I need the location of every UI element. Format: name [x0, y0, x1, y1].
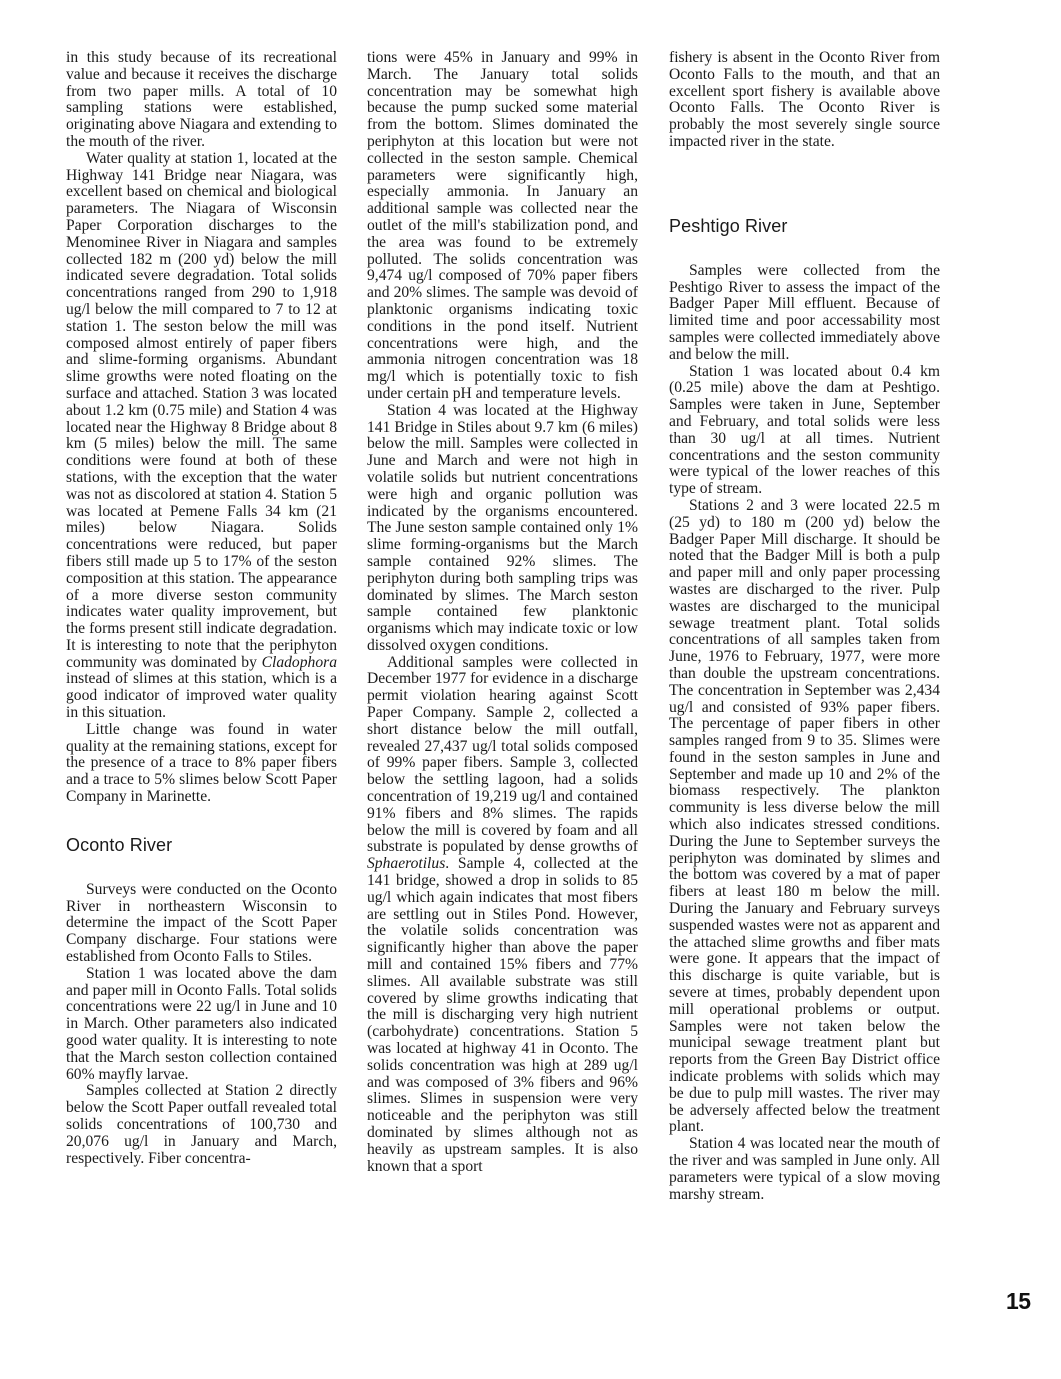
paragraph: [367, 655, 638, 1176]
paragraph: Surveys were conducted on the Oconto River in northeastern Wisconsin to determine the impact of the Scott Paper Company discharge. Four stations were established from Oconto Falls to Stiles.: [66, 880, 337, 966]
paragraph-text: Additional samples were collected in December 1977 for evidence in a discharge permit violation hearing against Scott Paper Company. Sample 2, collected a short distance below the mill outfall, revealed 27,437 ug/l total solids composed of 99% paper fibers. Sample 3, collected below the settling lagoon, had a solids concentration of 19,219 ug/l and contained 91% fibers and 8% slimes. The rapids below the mill is covered by foam and all substrate is populated by dense growths of: [367, 653, 638, 856]
text-column-2: [367, 50, 638, 1175]
paragraph: Samples collected at Station 2 directly below the Scott Paper outfall revealed total solids concentrations of 100,730 and 20,076 ug/l in January and March, respectively. Fiber concentra-: [66, 1082, 337, 1167]
page-number: 15: [1006, 1288, 1031, 1314]
paragraph: tions were 45% in January and 99% in March. The January total solids concentration may be somewhat high because the pump sucked some material from the bottom. Slimes dominated the periphyton at this location but were not collected in the seston sample. Chemical parameters were significantly high, especially ammonia. In January an additional sample was collected near the outlet of the mill's stabilization pond, and the area was found to be extremely polluted. The solids concentration was 9,474 ug/l composed of 70% paper fibers and 20% slimes. The sample was devoid of planktonic organisms indicating toxic conditions in the pond itself. Nutrient concentrations were high, and the ammonia nitrogen concentration was 18 mg/l which is potentially toxic to fish under certain pH and temperature levels.: [367, 49, 638, 402]
paragraph: Little change was found in water quality at the remaining stations, except for the presence of a trace to 8% paper fibers and a trace to 5% slimes below Scott Paper Company in Marinette.: [66, 720, 337, 806]
section-heading-peshtigo-river: Peshtigo River: [669, 215, 788, 236]
species-name: Cladophora: [261, 653, 337, 671]
paragraph-text: Water quality at station 1, located at the Highway 141 Bridge near Niagara, was excellent based on chemical and biological parameters. The Niagara of Wisconsin Paper Corporation discharges to the Menominee River in Niagara and samples collected 182 m (200 yd) below the mill indicated severe degradation. Total solids concentrations ranged from 290 to 1,918 ug/l below the mill compared to 7 to 12 at station 1. The seston below the mill was composed almost entirely of paper fibers and slime-forming organisms. Abundant slime growths were noted floating on the surface and attached. Station 3 was located about 1.2 km (0.75 mile) and Station 4 was located near the Highway 8 Bridge about 8 km (5 miles) below the mill. The same conditions were found at both of these stations, with the exception that the water was not as discolored at station 4. Station 5 was located at Pemene Falls 34 km (21 miles) below Niagara. Solids concentrations were reduced, but paper fibers still made up 5 to 17% of the seston composition at this station. The appearance of a more diverse seston community indicates water quality improvement, but the forms present still indicate degradation. It is interesting to note that the periphyton community was dominated by: [66, 149, 337, 671]
paragraph: in this study because of its recreational value and because it receives the discharge from two paper mills. A total of 10 sampling stations were established, originating above Niagara and extending to the mouth of the river.: [66, 49, 337, 150]
paragraph-text: . Sample 4, collected at the 141 bridge, showed a drop in solids to 85 ug/l which again indicates that most fibers are settling out in Stiles Pond. However, the volatile solids concentration was significantly higher than above the paper mill and contained 15% fibers and 77% slimes. All available substrate was still covered by slime growths indicating that the mill is discharging very high nutrient (carbohydrate) concentrations. Station 5 was located at highway 41 in Oconto. The solids concentration was high at 289 ug/l and was composed of 3% fibers and 96% slimes. Slimes in suspension were very noticeable and the periphyton was still dominated by slimes although not as heavily as upstream samples. It is also known that a sport: [367, 855, 638, 1175]
paragraph: fishery is absent in the Oconto River from Oconto Falls to the mouth, and that an excellent sport fishery is available above Oconto Falls. The Oconto River is probably the most severely single source impacted river in the state.: [669, 49, 940, 150]
paragraph: Station 4 was located at the Highway 141 Bridge in Stiles about 9.7 km (6 miles) below the mill. Samples were collected in June and March and were not high in volatile solids but nutrient concentrations were high and organic pollution was indicated by the organisms encountered. The June seston sample contained only 1% slime forming-organisms but the March sample contained 92% slimes. The periphyton during both sampling trips was dominated by slimes. The March seston sample contained few planktonic organisms which may indicate toxic or low dissolved oxygen conditions.: [367, 401, 638, 654]
paragraph: Station 1 was located above the dam and paper mill in Oconto Falls. Total solids concentrations were 22 ug/l in June and 10 in March. Other parameters also indicated good water quality. It is interesting to note that the March seston collection contained 60% mayfly larvae.: [66, 964, 337, 1083]
text-column-1: [66, 50, 337, 1167]
paragraph: Samples were collected from the Peshtigo River to assess the impact of the Badger Paper Mill effluent. Because of limited time and poor accessability most samples were collected immediately above and below the mill.: [669, 261, 940, 363]
paragraph: Station 4 was located near the mouth of the river and was sampled in June only. All parameters were typical of a slow moving marshy stream.: [669, 1135, 940, 1203]
species-name: Sphaerotilus: [367, 855, 446, 873]
paragraph: [66, 151, 337, 722]
paragraph-text: instead of slimes at this station, which is a good indicator of improved water quality in this situation.: [66, 670, 337, 722]
text-column-3: [669, 50, 940, 1203]
section-heading-oconto-river: Oconto River: [66, 834, 173, 855]
paragraph: Stations 2 and 3 were located 22.5 m (25 yd) to 180 m (200 yd) below the Badger Paper Mill discharge. It should be noted that the Badger Mill is both a pulp and paper mill and only paper processing wastes are discharged to the river. Pulp wastes are discharged to the municipal sewage treatment plant. Total solids concentrations of all samples taken from June, 1976 to February, 1977, were more than double the upstream concentrations. The concentration in September was 2,434 ug/l and consisted of 93% paper fibers. The percentage of paper fibers in other samples ranged from 9 to 35. Slimes were found in the seston samples in June and September and made up 10 and 2% of the biomass respectively. The plankton community is less diverse below the mill which also indicates stressed conditions. During the June to September surveys the periphyton was dominated by slimes and the bottom was covered by a mat of paper fibers at least 180 m below the mill. During the January and February surveys suspended wastes were not as apparent and the attached slime growths and fiber mats were gone. It appears that the impact of this discharge is quite variable, but is severe at times, probably dependent upon mill operational problems or output. Samples were not taken below the municipal sewage treatment plant but reports from the Green Bay District office indicate problems with solids which may be due to pulp mill wastes. The river may be adversely affected below the treatment plant.: [669, 496, 940, 1136]
paragraph: Station 1 was located about 0.4 km (0.25 mile) above the dam at Peshtigo. Samples were taken in June, September and February, and total solids were less than 30 ug/l at all times. Nutrient concentrations and the seston community were typical of the lower reaches of this type of stream.: [669, 362, 940, 498]
